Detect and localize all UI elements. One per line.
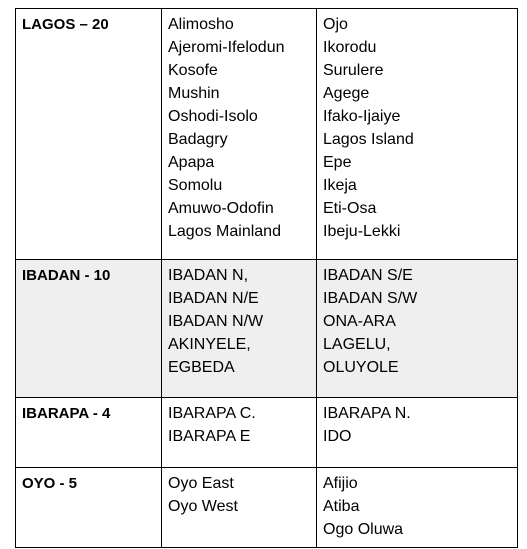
list-item: IBADAN N/W: [168, 313, 264, 330]
list-item: Oyo West: [168, 498, 238, 515]
list-item: Ogo Oluwa: [323, 521, 404, 538]
list-item: IBADAN N/E: [168, 290, 259, 307]
list-item: Ojo: [323, 16, 348, 33]
region-cell: [16, 9, 162, 260]
area-list-left: [162, 9, 317, 260]
list-item: LAGELU,: [323, 336, 391, 353]
list-item: Oshodi-Isolo: [168, 108, 258, 125]
area-list-left: [162, 398, 317, 468]
list-item: Lagos Island: [323, 131, 414, 148]
list-item: Eti-Osa: [323, 200, 377, 217]
list-item: IBADAN S/E: [323, 267, 413, 284]
region-cell: [16, 398, 162, 468]
list-item: IBADAN S/W: [323, 290, 418, 307]
list-item: IBARAPA C.: [168, 405, 256, 422]
list-item: IDO: [323, 428, 352, 445]
list-item: Agege: [323, 85, 370, 102]
list-item: Ibeju-Lekki: [323, 223, 401, 240]
region-cell: [16, 260, 162, 398]
area-list-right: [317, 260, 518, 398]
list-item: Apapa: [168, 154, 215, 171]
list-item: Mushin: [168, 85, 220, 102]
list-item: Afijio: [323, 475, 358, 492]
list-item: OLUYOLE: [323, 359, 399, 376]
list-item: Somolu: [168, 177, 223, 194]
region-name: IBARAPA - 4: [22, 405, 111, 422]
regions-table: [15, 8, 518, 548]
table-row-ibadan: [16, 260, 518, 398]
list-item: Ifako-Ijaiye: [323, 108, 401, 125]
list-item: EGBEDA: [168, 359, 235, 376]
list-item: Atiba: [323, 498, 360, 515]
list-item: Ikorodu: [323, 39, 377, 56]
list-item: IBARAPA E: [168, 428, 251, 445]
list-item: ONA-ARA: [323, 313, 396, 330]
list-item: Lagos Mainland: [168, 223, 281, 240]
list-item: Ajeromi-Ifelodun: [168, 39, 285, 56]
area-list-left: [162, 260, 317, 398]
area-list-right: [317, 398, 518, 468]
region-name: IBADAN - 10: [22, 267, 111, 284]
table-row-lagos: [16, 9, 518, 260]
area-list-left: [162, 468, 317, 548]
list-item: Epe: [323, 154, 352, 171]
list-item: Kosofe: [168, 62, 218, 79]
list-item: AKINYELE,: [168, 336, 251, 353]
area-list-right: [317, 468, 518, 548]
list-item: IBARAPA N.: [323, 405, 411, 422]
region-cell: [16, 468, 162, 548]
list-item: Alimosho: [168, 16, 234, 33]
list-item: Surulere: [323, 62, 384, 79]
region-name: OYO - 5: [22, 475, 78, 492]
region-name: LAGOS – 20: [22, 16, 109, 33]
list-item: IBADAN N,: [168, 267, 249, 284]
list-item: Oyo East: [168, 475, 234, 492]
list-item: Badagry: [168, 131, 228, 148]
table-row-oyo: [16, 468, 518, 548]
list-item: Ikeja: [323, 177, 357, 194]
list-item: Amuwo-Odofin: [168, 200, 274, 217]
area-list-right: [317, 9, 518, 260]
table-row-ibarapa: [16, 398, 518, 468]
